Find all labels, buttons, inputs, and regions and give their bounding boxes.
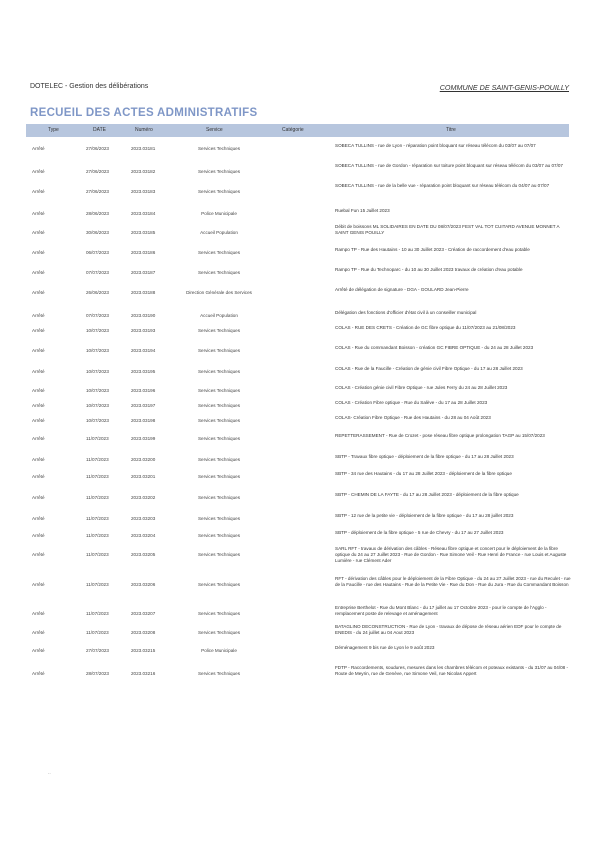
cell-date: 10/07/2023	[86, 388, 109, 393]
cell-titre: COLAS - RUE DES CRETS - Création de GC fibre optique du 11/07/2023 au 21/08/2023	[335, 325, 516, 330]
cell-type: Arrêté	[32, 388, 45, 393]
cell-service: Services Techniques	[197, 495, 241, 500]
cell-type: Arrêté	[32, 630, 45, 635]
page-mark: ..	[48, 770, 51, 776]
cell-titre: FDTP - Raccordements, soudures, mesures dans les chambres télécom et poteaux existants - du 31/07 au 04/08 - Route de Meyrin, rue de Genève, rue Simone Veil, rue Nicolas Appert	[335, 665, 569, 676]
cell-titre: SOBECA TULLINS - rue de Lyon - réparation point bloquant sur réseau télécom du 03/07 au 07/07	[335, 143, 536, 148]
cell-date: 11/07/2023	[86, 630, 109, 635]
cell-type: Arrêté	[32, 189, 45, 194]
cell-titre: REPETTERASSEMENT - Rue de Crozet - pose réseau fibre optique prolongation TAGP au 15/07/2023	[335, 433, 545, 438]
cell-type: Arrêté	[32, 552, 45, 557]
cell-type: Arrêté	[32, 474, 45, 479]
cell-service: Services Techniques	[197, 189, 241, 194]
cell-type: Arrêté	[32, 290, 45, 295]
cell-titre: SARL RFT - travaux de dérivation des câbles - Réseau fibre optique et concert pour le déploiement de la fibre optique du 24 au 27 Juillet 2023 - Rue de Gordon - Rue Simone Veil - Rue Henri de France - rue Louis et Auguste Lumière - rue Clément Ader	[335, 546, 567, 563]
col-titre: Titre	[446, 127, 456, 133]
cell-type: Arrêté	[32, 516, 45, 521]
cell-date: 11/07/2023	[86, 436, 109, 441]
cell-titre: SBTP - déploiement de la fibre optique - 5 rue de Chevry - du 17 au 27 Juillet 2023	[335, 530, 504, 535]
cell-type: Arrêté	[32, 230, 45, 235]
cell-service: Accueil Population	[200, 230, 238, 235]
cell-service: Services Techniques	[197, 146, 241, 151]
col-numero: Numéro	[135, 127, 153, 133]
cell-service: Services Techniques	[197, 270, 241, 275]
table-header	[26, 124, 569, 137]
cell-titre: RFT - dérivation des câbles pour le déploiement de la Fibre Optique - du 24 au 27 Juillet 2023 - rue du Reculet - rue de la Faucille - rue des Hautains - Rue de la Petite Vie - Rue du Don - Rue du Jura - Rue du Commandant Boisson	[335, 576, 571, 587]
cell-service: Services Techniques	[197, 533, 241, 538]
cell-numero: 2023.03200	[131, 457, 156, 462]
cell-numero: 2023.03196	[131, 388, 156, 393]
cell-type: Arrêté	[32, 211, 45, 216]
cell-type: Arrêté	[32, 671, 45, 676]
cell-date: 27/06/2023	[86, 146, 109, 151]
cell-type: Arrêté	[32, 582, 45, 587]
cell-service: Accueil Population	[200, 313, 238, 318]
commune-header: COMMUNE DE SAINT-GENIS-POUILLY	[439, 83, 569, 92]
cell-service: Services Techniques	[197, 348, 241, 353]
cell-service: Services Techniques	[197, 552, 241, 557]
cell-date: 10/07/2023	[86, 418, 109, 423]
cell-service: Services Techniques	[197, 630, 241, 635]
page-title: RECUEIL DES ACTES ADMINISTRATIFS	[30, 107, 258, 119]
cell-service: Services Techniques	[197, 474, 241, 479]
cell-date: 10/07/2023	[86, 328, 109, 333]
cell-type: Arrêté	[32, 169, 45, 174]
cell-date: 27/06/2023	[86, 189, 109, 194]
cell-titre: Déménagement 9 bis rue de Lyon le 9 août 2023	[335, 645, 435, 650]
cell-titre: Rampo TP - Rue du Technoparc - du 10 au 30 Juillet 2023 travaux de création d'eau potable	[335, 267, 523, 272]
cell-numero: 2023.03194	[131, 348, 156, 353]
cell-date: 30/06/2023	[86, 230, 109, 235]
cell-service: Services Techniques	[197, 250, 241, 255]
cell-numero: 2023.03202	[131, 495, 156, 500]
cell-service: Services Techniques	[197, 369, 241, 374]
cell-numero: 2023.03216	[131, 671, 156, 676]
cell-date: 11/07/2023	[86, 474, 109, 479]
cell-service: Services Techniques	[197, 436, 241, 441]
cell-numero: 2023.03181	[131, 146, 156, 151]
cell-titre: Délégation des fonctions d'officier d'état civil à un conseiller municipal	[335, 310, 477, 315]
cell-type: Arrêté	[32, 403, 45, 408]
cell-type: Arrêté	[32, 418, 45, 423]
cell-date: 11/07/2023	[86, 495, 109, 500]
col-type: Type	[48, 127, 59, 133]
cell-service: Services Techniques	[197, 516, 241, 521]
cell-numero: 2023.03183	[131, 189, 156, 194]
cell-date: 07/07/2023	[86, 313, 109, 318]
cell-date: 06/07/2023	[86, 250, 109, 255]
cell-type: Arrêté	[32, 146, 45, 151]
cell-date: 28/06/2023	[86, 211, 109, 216]
cell-type: Arrêté	[32, 436, 45, 441]
cell-service: Services Techniques	[197, 457, 241, 462]
cell-date: 10/07/2023	[86, 369, 109, 374]
col-date: DATE	[93, 127, 106, 133]
cell-numero: 2023.03201	[131, 474, 156, 479]
cell-titre: SBTP - Travaux fibre optique - déploiement de la fibre optique - du 17 au 28 Juillet 2023	[335, 454, 514, 459]
cell-date: 11/07/2023	[86, 552, 109, 557]
cell-numero: 2023.03206	[131, 582, 156, 587]
cell-numero: 2023.03215	[131, 648, 156, 653]
cell-date: 11/07/2023	[86, 611, 109, 616]
cell-service: Services Techniques	[197, 169, 241, 174]
cell-service: Services Techniques	[197, 328, 241, 333]
cell-service: Services Techniques	[197, 671, 241, 676]
cell-date: 10/07/2023	[86, 403, 109, 408]
cell-numero: 2023.03204	[131, 533, 156, 538]
cell-service: Services Techniques	[197, 611, 241, 616]
cell-type: Arrêté	[32, 457, 45, 462]
cell-date: 11/07/2023	[86, 516, 109, 521]
cell-type: Arrêté	[32, 328, 45, 333]
cell-titre: Débit de boissons ML SOLIDAIRES EN DATE DU 08/07/2023 FEST VAL TOT CUITARD AVENUE MONNET A SAINT GENIS POUILLY	[335, 224, 560, 235]
cell-date: 11/07/2023	[86, 582, 109, 587]
cell-numero: 2023.03208	[131, 630, 156, 635]
cell-titre: Rampo TP - Rue des Hautains - 10 au 30 Juillet 2023 - Création de raccordement d'eau potable	[335, 247, 530, 252]
cell-titre: Entreprise Berthelot - Rue du Mont Blanc - du 17 juillet au 17 Octobre 2023 - pour le compte de l'Agglo - remplacement poste de relevage et aménagement	[335, 605, 547, 616]
cell-type: Arrêté	[32, 313, 45, 318]
cell-numero: 2023.03186	[131, 250, 156, 255]
cell-titre: SBTP - CHEMIN DE LA FAYTE - du 17 au 28 Juillet 2023 - déploiement de la fibre optique	[335, 492, 519, 497]
cell-titre: COLAS - Rue du commandant Boisson - création GC FIBRE OPTIQUE - du 24 au 28 Juillet 2023	[335, 345, 534, 350]
cell-type: Arrêté	[32, 348, 45, 353]
cell-date: 27/07/2023	[86, 648, 109, 653]
cell-type: Arrêté	[32, 495, 45, 500]
cell-numero: 2023.03182	[131, 169, 156, 174]
col-categorie: Catégorie	[282, 127, 304, 133]
cell-type: Arrêté	[32, 611, 45, 616]
cell-service: Services Techniques	[197, 403, 241, 408]
cell-titre: Ruebal Fun 15 Juillet 2023	[335, 208, 390, 213]
cell-numero: 2023.03188	[131, 290, 156, 295]
cell-titre: COLAS- Création Fibre Optique - Rue des Hautains - du 28 au 04 Août 2023	[335, 415, 491, 420]
cell-titre: SOBECA TULLINS - rue de Gordon - réparation sur toiture point bloquant sur réseau télécom du 03/07 au 07/07	[335, 163, 563, 168]
cell-numero: 2023.03190	[131, 313, 156, 318]
cell-type: Arrêté	[32, 533, 45, 538]
cell-service: Services Techniques	[197, 388, 241, 393]
cell-service: Police Municipale	[201, 648, 237, 653]
cell-numero: 2023.03199	[131, 436, 156, 441]
cell-service: Direction Générale des Services	[186, 290, 252, 295]
cell-numero: 2023.03195	[131, 369, 156, 374]
cell-titre: COLAS - Création Fibre optique - Rue du Salève - du 17 au 28 Juillet 2023	[335, 400, 488, 405]
cell-numero: 2023.03203	[131, 516, 156, 521]
cell-titre: COLAS - Création génie civil Fibre Optique - rue Jules Ferry du 24 au 28 Juillet 2023	[335, 385, 508, 390]
cell-date: 10/07/2023	[86, 348, 109, 353]
cell-titre: BATAGLINO DECONSTRUCTION - Rue de Lyon - travaux de dépose de réseau aérien EDF pour le compte de ENEDIS - du 24 juillet au 04 Aout 2023	[335, 624, 562, 635]
cell-date: 27/06/2023	[86, 169, 109, 174]
cell-date: 28/07/2023	[86, 671, 109, 676]
cell-type: Arrêté	[32, 648, 45, 653]
cell-date: 11/07/2023	[86, 457, 109, 462]
cell-numero: 2023.03185	[131, 230, 156, 235]
cell-titre: COLAS - Rue de la Faucille - Création de génie civil Fibre Optique - du 17 au 28 Juillet 2023	[335, 366, 523, 371]
cell-numero: 2023.03207	[131, 611, 156, 616]
cell-type: Arrêté	[32, 369, 45, 374]
cell-date: 11/07/2023	[86, 533, 109, 538]
cell-type: Arrêté	[32, 250, 45, 255]
cell-type: Arrêté	[32, 270, 45, 275]
cell-service: Police Municipale	[201, 211, 237, 216]
cell-numero: 2023.03205	[131, 552, 156, 557]
cell-titre: SBTP - 34 rue des Hautains - du 17 au 28 Juillet 2023 - déploiement de la fibre optique	[335, 471, 512, 476]
cell-service: Services Techniques	[197, 582, 241, 587]
cell-date: 07/07/2023	[86, 270, 109, 275]
org-header: DOTELEC - Gestion des délibérations	[30, 83, 149, 90]
cell-titre: SOBECA TULLINS - rue de la belle vue - réparation point bloquant sur réseau télécom du 04/07 au 07/07	[335, 183, 550, 188]
cell-numero: 2023.03193	[131, 328, 156, 333]
cell-numero: 2023.03184	[131, 211, 156, 216]
cell-numero: 2023.03187	[131, 270, 156, 275]
cell-titre: Arrêté de délégation de signature - DGA - GOULARD Jean-Pierre	[335, 287, 469, 292]
cell-numero: 2023.03197	[131, 403, 156, 408]
cell-service: Services Techniques	[197, 418, 241, 423]
cell-titre: SBTP - 12 rue de la petite vie - déploiement de la fibre optique - du 17 au 28 juillet 2023	[335, 513, 514, 518]
cell-numero: 2023.03198	[131, 418, 156, 423]
cell-date: 26/06/2023	[86, 290, 109, 295]
col-service: Service	[206, 127, 223, 133]
